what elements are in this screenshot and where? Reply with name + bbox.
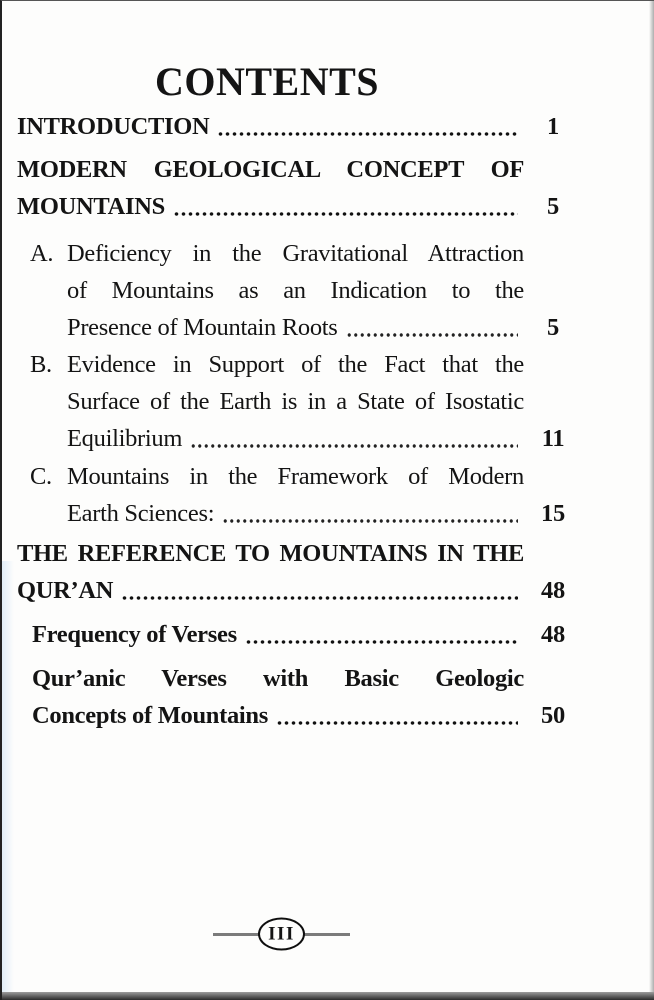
dot-leader [217, 108, 518, 145]
toc-line [17, 660, 576, 697]
toc-line [17, 151, 576, 188]
toc-entry-text: Concepts of Mountains [32, 702, 268, 729]
toc-line [17, 458, 576, 495]
toc-line [17, 346, 576, 383]
dot-leader [173, 188, 518, 225]
toc-line [17, 572, 576, 609]
toc-entry [17, 108, 576, 145]
toc-entry [17, 535, 576, 609]
toc-entry-text: of Mountains as an Indication to the [67, 277, 524, 304]
dot-leader [276, 697, 518, 734]
page-number: 5 [547, 193, 559, 220]
item-letter: A. [30, 240, 54, 267]
toc-line [17, 420, 576, 457]
scan-edge-right [649, 1, 654, 1000]
page-number: 48 [541, 577, 565, 604]
page-number: 11 [541, 425, 565, 452]
toc-entry-text: MODERN GEOLOGICAL CONCEPT OF [17, 156, 524, 183]
toc-entry-text: Evidence in Support of the Fact that the [67, 351, 524, 378]
page-number: 1 [547, 113, 559, 140]
toc-line [17, 272, 576, 309]
toc-entry-text: Equilibrium [67, 425, 183, 452]
toc-entry [17, 235, 576, 346]
toc-entry-text: QUR’AN [17, 577, 114, 604]
dot-leader [245, 616, 518, 653]
toc-entry-text: INTRODUCTION [17, 113, 210, 140]
footer-oval [258, 918, 305, 951]
toc-line [17, 535, 576, 572]
toc-entry-text: THE REFERENCE TO MOUNTAINS IN THE [17, 540, 524, 567]
toc-entry-text: Earth Sciences: [67, 500, 215, 527]
toc-line [17, 495, 576, 532]
toc-entry-text: Deficiency in the Gravitational Attraction [67, 240, 524, 267]
toc-line [17, 235, 576, 272]
page-title: CONTENTS [154, 58, 380, 104]
toc-entry-text: MOUNTAINS [17, 193, 165, 220]
toc-list [2, 1, 654, 734]
scan-tint-left [2, 561, 14, 992]
toc-entry-text: Surface of the Earth is in a State of Isostatic [67, 388, 524, 415]
toc-entry [17, 346, 576, 457]
dot-leader [346, 309, 518, 346]
toc-entry-text: Presence of Mountain Roots [67, 314, 338, 341]
dot-leader [121, 572, 518, 609]
footer-page-number-ornament [213, 919, 350, 949]
toc-entry-text: Mountains in the Framework of Modern [67, 463, 524, 490]
scan-edge-bottom [2, 992, 654, 1000]
toc-entry [17, 660, 576, 734]
toc-line [17, 108, 576, 145]
page-number: 5 [547, 314, 559, 341]
toc-line [17, 188, 576, 225]
item-letter: C. [30, 463, 52, 490]
toc-entry [17, 458, 576, 532]
dot-leader [222, 495, 518, 532]
toc-entry [17, 151, 576, 225]
page-number: 15 [541, 500, 565, 527]
toc-entry [17, 616, 576, 653]
page-number: 50 [541, 702, 565, 729]
page-number: 48 [541, 621, 565, 648]
item-letter: B. [30, 351, 52, 378]
toc-line [17, 383, 576, 420]
toc-entry-text: Frequency of Verses [32, 621, 237, 648]
footer-page-number: III [268, 923, 295, 944]
dot-leader [190, 420, 518, 457]
toc-line [17, 309, 576, 346]
toc-line [17, 616, 576, 653]
toc-entry-text: Qur’anic Verses with Basic Geologic [32, 665, 524, 692]
toc-line [17, 697, 576, 734]
